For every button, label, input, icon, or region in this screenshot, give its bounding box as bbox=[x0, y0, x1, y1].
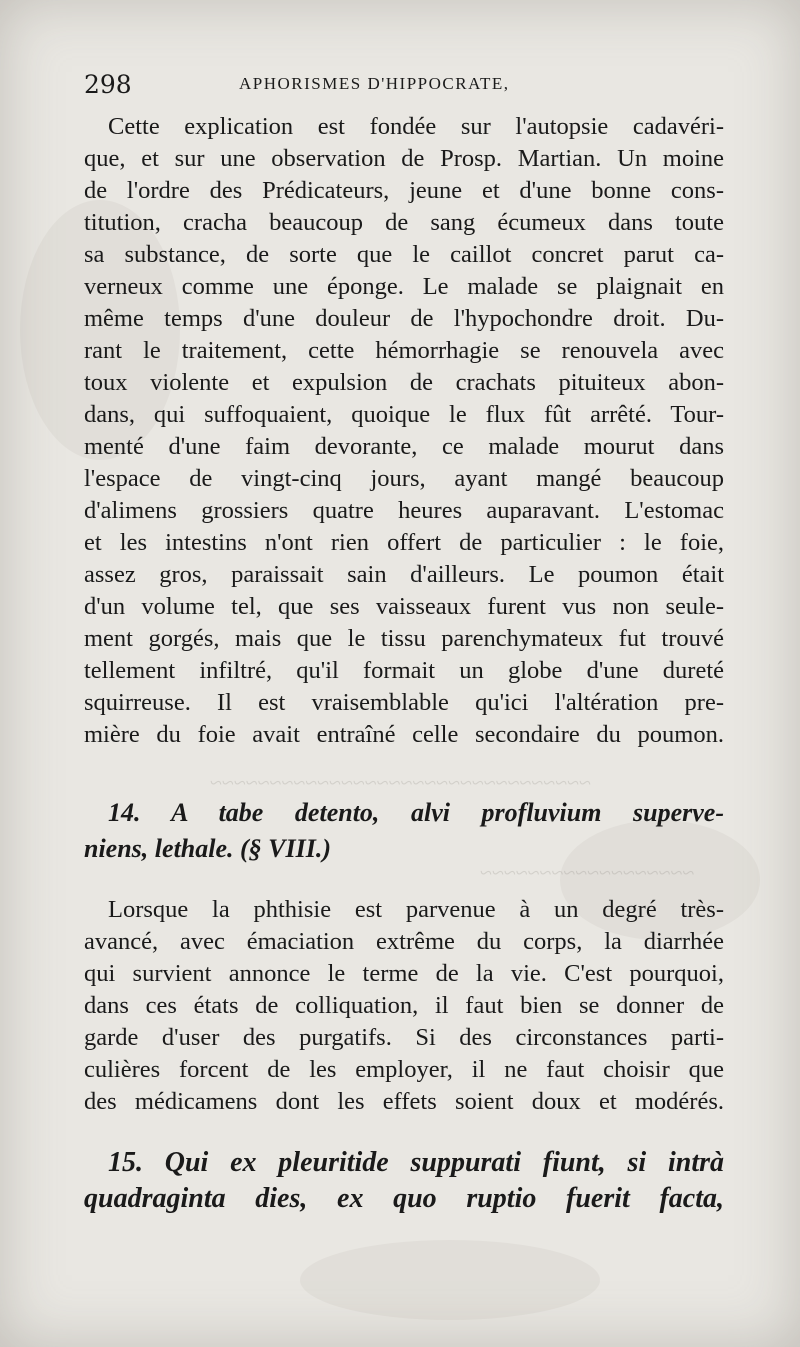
text-line: tellement infiltré, qu'il formait un globe d'une dureté bbox=[84, 657, 724, 684]
page-header bbox=[84, 70, 724, 100]
text-line: squirreuse. Il est vraisemblable qu'ici l'altération pre- bbox=[84, 689, 724, 716]
text-line: assez gros, paraissait sain d'ailleurs. Le poumon était bbox=[84, 561, 724, 588]
text-line: Cette explication est fondée sur l'autopsie cadavéri- bbox=[108, 113, 724, 140]
aphorism-line: 14. A tabe detento, alvi profluvium superve- bbox=[108, 798, 724, 827]
text-line: des médicamens dont les effets soient doux et modérés. bbox=[84, 1088, 724, 1115]
bleed-through-text: ~~~~~~~~~~~~~~~~~~~~~~~~~~~~~~~~ bbox=[210, 770, 591, 795]
paper-stain bbox=[300, 1240, 600, 1320]
text-line: dans ces états de colliquation, il faut bien se donner de bbox=[84, 992, 724, 1019]
bleed-through-text: ~~~~~~~~~~~~~~~~~~ bbox=[480, 860, 695, 885]
text-line: garde d'user des purgatifs. Si des circonstances parti- bbox=[84, 1024, 724, 1051]
text-line: verneux comme une éponge. Le malade se plaignait en bbox=[84, 273, 724, 300]
aphorism-line: quadraginta dies, ex quo ruptio fuerit facta, bbox=[84, 1183, 724, 1214]
text-line: culières forcent de les employer, il ne faut choisir que bbox=[84, 1056, 724, 1083]
text-line: dans, qui suffoquaient, quoique le flux fût arrêté. Tour- bbox=[84, 401, 724, 428]
text-line: que, et sur une observation de Prosp. Martian. Un moine bbox=[84, 145, 724, 172]
text-line: rant le traitement, cette hémorrhagie se renouvela avec bbox=[84, 337, 724, 364]
running-title: APHORISMES D'HIPPOCRATE, bbox=[239, 74, 510, 93]
text-line: l'espace de vingt-cinq jours, ayant mangé beaucoup bbox=[84, 465, 724, 492]
text-line: d'un volume tel, que ses vaisseaux furent vus non seule- bbox=[84, 593, 724, 620]
text-line: toux violente et expulsion de crachats pituiteux abon- bbox=[84, 369, 724, 396]
text-line: de l'ordre des Prédicateurs, jeune et d'une bonne cons- bbox=[84, 177, 724, 204]
text-line: ment gorgés, mais que le tissu parenchymateux fut trouvé bbox=[84, 625, 724, 652]
text-line: Lorsque la phthisie est parvenue à un degré très- bbox=[108, 896, 724, 923]
aphorism-line: niens, lethale. (§ VIII.) bbox=[84, 834, 332, 863]
aphorism-line: 15. Qui ex pleuritide suppurati fiunt, si intrà bbox=[108, 1147, 724, 1178]
text-line: d'alimens grossiers quatre heures auparavant. L'estomac bbox=[84, 497, 724, 524]
text-line: sa substance, de sorte que le caillot concret parut ca- bbox=[84, 241, 724, 268]
text-line: mière du foie avait entraîné celle secondaire du poumon. bbox=[84, 721, 724, 748]
text-line: titution, cracha beaucoup de sang écumeux dans toute bbox=[84, 209, 724, 236]
text-line: qui survient annonce le terme de la vie. C'est pourquoi, bbox=[84, 960, 724, 987]
text-line: avancé, avec émaciation extrême du corps, la diarrhée bbox=[84, 928, 724, 955]
text-line: et les intestins n'ont rien offert de particulier : le foie, bbox=[84, 529, 724, 556]
page-number: 298 bbox=[84, 70, 132, 99]
text-line: même temps d'une douleur de l'hypochondre droit. Du- bbox=[84, 305, 724, 332]
text-line: menté d'une faim devorante, ce malade mourut dans bbox=[84, 433, 724, 460]
